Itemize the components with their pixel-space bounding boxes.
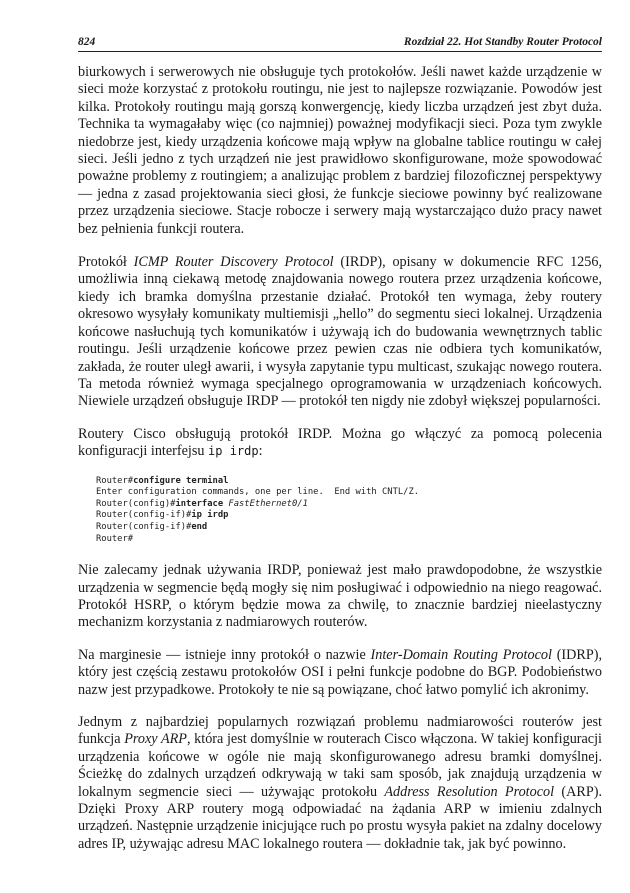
- idrp-term: Inter-Domain Routing Protocol: [370, 646, 552, 663]
- proxy-arp-term: Proxy ARP: [124, 731, 187, 748]
- code-line: Router(config-if)#ip irdp: [96, 510, 229, 521]
- code-line: Router(config)#interface FastEthernet0/1: [96, 498, 308, 509]
- inline-command: ip irdp: [208, 444, 259, 459]
- chapter-title: Rozdział 22. Hot Standby Router Protocol: [403, 36, 602, 48]
- irdp-term: ICMP Router Discovery Protocol: [133, 254, 334, 271]
- paragraph-recommendation: Nie zalecamy jednak używania IRDP, ponieważ jest mało prawdopodobne, że wszystkie urządzenia w segmencie będą mogły się nim posługiwać i odpowiednio na niego reagować. Protokół HSRP, o którym będzie mowa za chwilę, to znacznie bardziej nieelastyczny mechanizm korzystania z nadmiarowych routerów.: [78, 562, 602, 631]
- paragraph-proxy-arp: Jednym z najbardziej popularnych rozwiązań problemu nadmiarowości routerów jest funkcja Proxy ARP, która jest domyślnie w routerach Cisco włączona. W takiej konfiguracji urządzenia końcowe w ogóle nie mają skonfigurowanego adresu bramki domyślnej. Ścieżkę do zdalnych urządzeń odkrywają w taki sam sposób, jak znajdują urządzenia w lokalnym segmencie sieci — używając protokołu Address Resolution Protocol (ARP). Dzięki Proxy ARP routery mogą odpowiadać na żądania ARP w imieniu zdalnych urządzeń. Następnie urządzenie inicjujące ruch po prostu wysyła pakiet na zdalny docelowy adres IP, używając adresu MAC lokalnego routera — dokładnie tak, jak być powinno.: [78, 713, 602, 852]
- page-number: 824: [78, 36, 96, 48]
- body-text: [78, 64, 602, 853]
- code-line: Enter configuration commands, one per line. End with CNTL/Z.: [96, 487, 420, 498]
- book-page: [78, 36, 602, 868]
- code-line: Router(config-if)#end: [96, 521, 208, 532]
- code-line: Router#configure terminal: [96, 475, 229, 486]
- paragraph-irdp: Protokół ICMP Router Discovery Protocol (IRDP), opisany w dokumencie RFC 1256, umożliwia inną ciekawą metodę znajdowania nowego routera przez urządzenia końcowe, kiedy ich bramka domyślna przestanie działać. Protokół ten wymaga, żeby routery okresowo wysyłały komunikaty multiemisji „hello” do segmentu sieci lokalnej. Urządzenia końcowe nasłuchują tych komunikatów i używają ich do budowania wewnętrznych tablic routingu. Jeśli urządzenie końcowe przez pewien czas nie odbiera tych komunikatów, zakłada, że router uległ awarii, i wysyła zapytanie typu multicast, szukając nowego routera. Ta metoda również wymaga specjalnego oprogramowania w urządzeniach końcowych. Niewiele urządzeń obsługuje IRDP — protokół ten nigdy nie zdobył większej popularności.: [78, 254, 602, 410]
- code-line: Router#: [96, 533, 134, 544]
- running-head: [78, 36, 602, 52]
- paragraph-cisco-irdp: Routery Cisco obsługują protokół IRDP. Można go włączyć za pomocą polecenia konfiguracji interfejsu ip irdp:: [78, 425, 602, 460]
- code-listing: [96, 476, 602, 546]
- paragraph-idrp: Na marginesie — istnieje inny protokół o nazwie Inter-Domain Routing Protocol (IDRP), który jest częścią zestawu protokołów OSI i pełni funkcje podobne do BGP. Podobieństwo nazw jest przypadkowe. Protokoły te nie są powiązane, choć łatwo pomylić ich akronimy.: [78, 646, 603, 698]
- arp-term: Address Resolution Protocol: [384, 783, 555, 800]
- paragraph-1: biurkowych i serwerowych nie obsługuje tych protokołów. Jeśli nawet każde urządzenie w sieci może korzystać z protokołu routingu, nie jest to najlepsze rozwiązanie. Powodów jest kilka. Protokoły routingu mają gorszą konwergencję, kiedy liczba urządzeń jest zbyt duża. Technika ta wymagałaby więc (co najmniej) poważnej modyfikacji sieci. Poza tym zwykle niedobrze jest, kiedy urządzenia końcowe mają wpływ na globalne tablice routingu w całej sieci. Jeśli jedno z tych urządzeń nie jest prawidłowo skonfigurowane, może spowodować poważne problemy z routingiem; a analizując problem z bardziej filozoficznej perspektywy — jedna z zasad projektowania sieci głosi, że funkcje sieciowe powinny być realizowane przez urządzenia sieciowe. Stacje robocze i serwery mają wystarczająco dużo pracy nawet bez pełnienia funkcji routera.: [78, 64, 602, 237]
